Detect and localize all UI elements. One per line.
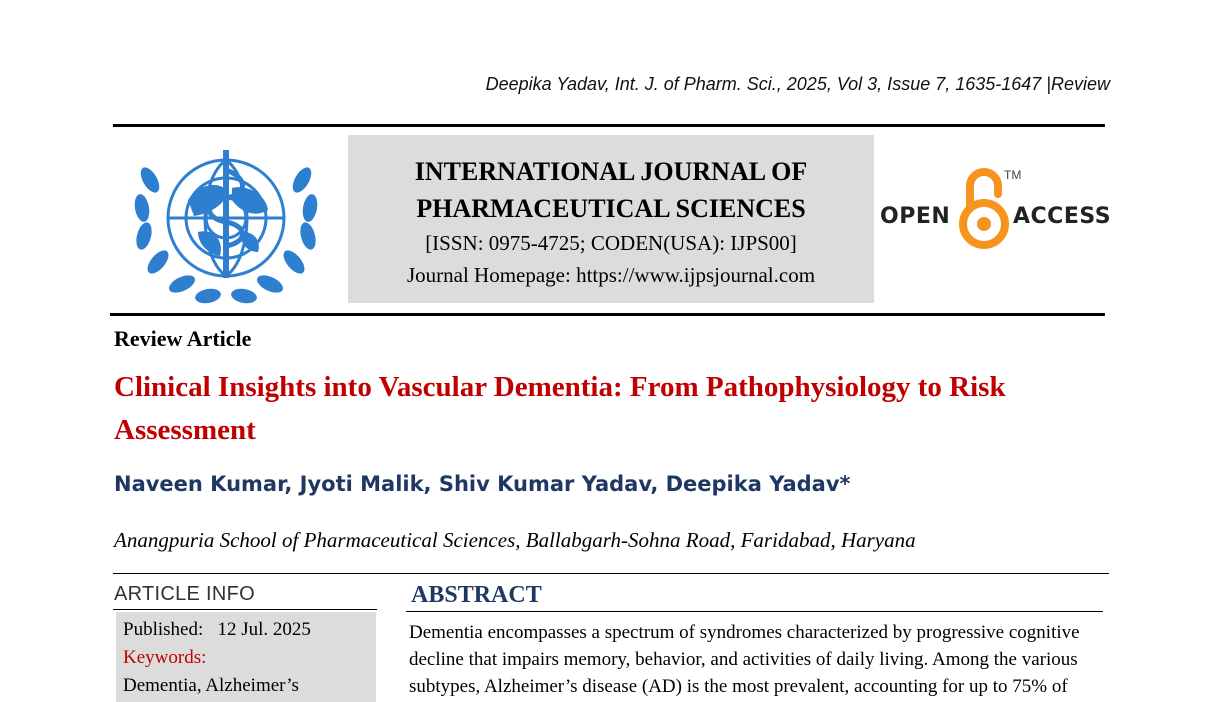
- published-date: 12 Jul. 2025: [217, 619, 311, 640]
- trademark-mark: TM: [1004, 168, 1022, 182]
- open-access-logo: [880, 166, 1110, 252]
- journal-name-line1: INTERNATIONAL JOURNAL OF: [414, 157, 808, 186]
- open-access-open-text: OPEN: [880, 204, 951, 229]
- who-emblem-logo: [128, 140, 324, 306]
- article-title: Clinical Insights into Vascular Dementia: From Pathophysiology to Risk Assessment: [114, 371, 1006, 446]
- abstract-body: [409, 619, 1109, 700]
- article-info-rule: [113, 609, 377, 610]
- published-label: Published:: [123, 619, 204, 640]
- running-head: Deepika Yadav, Int. J. of Pharm. Sci., 2025, Vol 3, Issue 7, 1635-1647 |Review: [485, 74, 1110, 94]
- author-affiliation: Anangpuria School of Pharmaceutical Sciences, Ballabgarh-Sohna Road, Faridabad, Haryana: [114, 528, 916, 552]
- article-type-label: Review Article: [114, 326, 252, 351]
- open-access-access-text: ACCESS: [1013, 204, 1112, 229]
- journal-masthead: [348, 135, 874, 303]
- article-info-box: [116, 612, 376, 702]
- keywords-label: Keywords:: [123, 647, 207, 668]
- abstract-rule: [406, 611, 1103, 612]
- keywords-text: Dementia, Alzheimer’s: [123, 675, 299, 696]
- article-info-heading: ARTICLE INFO: [114, 583, 256, 605]
- abstract-line: decline that impairs memory, behavior, and activities of daily living. Among the various: [409, 649, 1078, 670]
- published-row: [123, 616, 376, 644]
- abstract-heading: ABSTRACT: [411, 582, 542, 608]
- author-list: Naveen Kumar, Jyoti Malik, Shiv Kumar Yadav, Deepika Yadav*: [114, 472, 851, 496]
- journal-homepage[interactable]: Journal Homepage: https://www.ijpsjournal.com: [406, 263, 816, 287]
- abstract-line: Dementia encompasses a spectrum of syndromes characterized by progressive cognitive: [409, 622, 1080, 643]
- journal-issn: [ISSN: 0975-4725; CODEN(USA): IJPS00]: [425, 231, 797, 255]
- abstract-line: subtypes, Alzheimer’s disease (AD) is the most prevalent, accounting for up to 75% of: [409, 676, 1068, 697]
- header-bottom-rule: [110, 313, 1105, 316]
- journal-name-line2: PHARMACEUTICAL SCIENCES: [416, 194, 806, 223]
- section-divider: [113, 573, 1109, 574]
- header-top-rule: [113, 124, 1105, 127]
